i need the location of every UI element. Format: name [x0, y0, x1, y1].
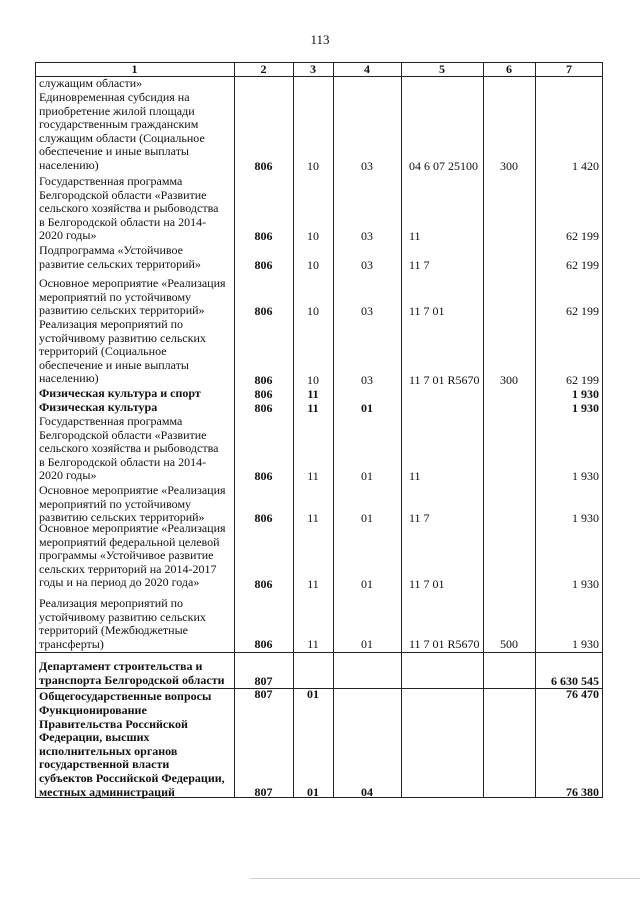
subsection-code: 03	[361, 258, 373, 272]
row-values	[35, 577, 603, 591]
amount: 62 199	[566, 229, 599, 243]
ministry-code: 806	[254, 469, 273, 483]
expense-type-code: 500	[500, 637, 518, 651]
subsection-code: 03	[361, 159, 373, 173]
description-line: Основное мероприятие «Реализация	[39, 484, 226, 497]
target-article-code: 11	[409, 469, 421, 483]
amount: 62 199	[566, 304, 599, 318]
target-article-code: 04 6 07 25100	[409, 159, 478, 173]
description-line: устойчивому развитию сельских	[39, 331, 206, 345]
section-code: 10	[307, 229, 319, 243]
subsection-code: 03	[361, 304, 373, 318]
subsection-code: 01	[361, 511, 373, 525]
row-values	[35, 674, 603, 688]
ministry-code: 806	[254, 258, 273, 272]
description-line: устойчивому развитию сельских	[39, 610, 206, 624]
description-line: Департамент строительства и	[39, 660, 203, 673]
description-line: годы и на период до 2020 года»	[39, 576, 200, 590]
description-line: Белгородской области «Развитие	[39, 428, 207, 442]
subsection-code: 04	[361, 785, 373, 799]
ministry-code: 806	[254, 511, 273, 525]
description-line: мероприятий по устойчивому	[39, 497, 192, 511]
description-line: населению)	[39, 158, 99, 172]
amount: 76 470	[566, 687, 599, 701]
description-line: 2020 годы»	[39, 229, 97, 243]
section-code: 11	[307, 469, 319, 483]
section-code: 10	[307, 258, 319, 272]
amount: 1 930	[572, 387, 599, 401]
section-code: 10	[307, 304, 319, 318]
description-line: Правительства Российской	[39, 717, 188, 731]
description-line: Физическая культура	[39, 401, 158, 414]
amount: 1 930	[572, 511, 599, 525]
description-line: Физическая культура и спорт	[39, 387, 201, 400]
column-header-5: 5	[439, 62, 445, 76]
row-values	[35, 258, 603, 272]
amount: 1 930	[572, 577, 599, 591]
description-line: субъектов Российской Федерации,	[39, 771, 225, 785]
section-code: 11	[307, 387, 319, 401]
ministry-code: 806	[254, 373, 273, 387]
amount: 1 930	[572, 469, 599, 483]
description-line: 2020 годы»	[39, 469, 97, 483]
section-code: 11	[307, 637, 319, 651]
description-line: сельских территорий на 2014-2017	[39, 562, 217, 576]
description-line: мероприятий по устойчивому	[39, 290, 192, 304]
description-line: Единовременная субсидия на	[39, 91, 190, 104]
subsection-code: 01	[361, 401, 373, 415]
description-line: сельского хозяйства и рыбоводства	[39, 202, 219, 216]
row-values	[35, 469, 603, 483]
description-line: в Белгородской области на 2014-	[39, 215, 207, 229]
ministry-code: 807	[254, 674, 273, 688]
description-line: Функционирование	[39, 704, 147, 717]
description-line: служащим области»	[39, 77, 143, 90]
bottom-rule	[250, 878, 640, 879]
ministry-code: 806	[254, 229, 273, 243]
description-line: территорий (Социальное	[39, 345, 167, 359]
description-line: Федерации, высших	[39, 731, 150, 745]
ministry-code: 806	[254, 577, 273, 591]
row-values	[35, 373, 603, 387]
ministry-code: 807	[254, 687, 273, 701]
subsection-code: 01	[361, 637, 373, 651]
row-values	[35, 159, 603, 173]
expense-type-code: 300	[500, 159, 518, 173]
description-line: местных администраций	[39, 785, 175, 799]
description-line: сельского хозяйства и рыбоводства	[39, 442, 219, 456]
description-line: Основное мероприятие «Реализация	[39, 522, 226, 535]
target-article-code: 11 7 01	[409, 304, 445, 318]
description-line: служащим области (Социальное	[39, 131, 205, 145]
section-code: 01	[307, 785, 319, 799]
section-code: 01	[307, 687, 319, 701]
description-line: Реализация мероприятий по	[39, 597, 184, 610]
description-line: государственным гражданским	[39, 118, 199, 132]
ministry-code: 806	[254, 304, 273, 318]
row-values	[35, 785, 603, 799]
page-number: 113	[310, 32, 330, 47]
column-header-6: 6	[506, 62, 512, 76]
section-code: 10	[307, 159, 319, 173]
subsection-code: 01	[361, 577, 373, 591]
target-article-code: 11 7 01 R5670	[409, 373, 480, 387]
amount: 1 930	[572, 637, 599, 651]
row-description	[39, 77, 227, 91]
column-header-3: 3	[310, 62, 316, 76]
target-article-code: 11 7	[409, 511, 430, 525]
section-divider	[35, 652, 603, 653]
description-line: Реализация мероприятий по	[39, 318, 184, 331]
column-header-7: 7	[566, 62, 572, 76]
amount: 62 199	[566, 373, 599, 387]
description-line: государственной власти	[39, 758, 170, 772]
ministry-code: 806	[254, 387, 273, 401]
description-line: обеспечение и иные выплаты	[39, 145, 189, 159]
description-line: развитию сельских территорий»	[39, 511, 205, 525]
amount: 1 930	[572, 401, 599, 415]
expense-type-code: 300	[500, 373, 518, 387]
description-line: Общегосударственные вопросы	[39, 690, 212, 703]
description-line: исполнительных органов	[39, 744, 178, 758]
row-values	[35, 304, 603, 318]
row-values	[35, 687, 603, 701]
column-header-1: 1	[131, 62, 138, 76]
description-line: Государственная программа	[39, 175, 183, 188]
section-code: 11	[307, 511, 319, 525]
amount: 1 420	[572, 159, 599, 173]
ministry-code: 806	[254, 159, 273, 173]
section-code: 11	[307, 401, 319, 415]
amount: 76 380	[566, 785, 599, 799]
section-code: 10	[307, 373, 319, 387]
description-line: населению)	[39, 372, 99, 386]
description-line: развитие сельских территорий»	[39, 257, 201, 271]
description-line: мероприятий федеральной целевой	[39, 535, 220, 549]
target-article-code: 11	[409, 229, 421, 243]
target-article-code: 11 7 01	[409, 577, 445, 591]
description-line: транспорта Белгородской области	[39, 673, 225, 687]
description-line: трансферты)	[39, 637, 104, 651]
ministry-code: 806	[254, 637, 273, 651]
row-values	[35, 387, 603, 401]
description-line: в Белгородской области на 2014-	[39, 455, 207, 469]
subsection-code: 01	[361, 469, 373, 483]
subsection-code: 03	[361, 373, 373, 387]
description-line: развитию сельских территорий»	[39, 304, 205, 318]
description-line: территорий (Межбюджетные	[39, 624, 188, 638]
target-article-code: 11 7	[409, 258, 430, 272]
ministry-code: 807	[254, 785, 273, 799]
amount: 62 199	[566, 258, 599, 272]
subsection-code: 03	[361, 229, 373, 243]
row-values	[35, 229, 603, 243]
description-line: программы «Устойчивое развитие	[39, 549, 214, 563]
column-header-4: 4	[364, 62, 370, 76]
description-line: Основное мероприятие «Реализация	[39, 277, 226, 290]
ministry-code: 806	[254, 401, 273, 415]
row-values	[35, 637, 603, 651]
description-line: Государственная программа	[39, 415, 183, 428]
description-line: Белгородской области «Развитие	[39, 188, 207, 202]
row-values	[35, 401, 603, 415]
amount: 6 630 545	[551, 674, 599, 688]
column-header-2: 2	[260, 62, 267, 76]
description-line: Подпрограмма «Устойчивое	[39, 244, 183, 257]
description-line: обеспечение и иные выплаты	[39, 358, 189, 372]
section-code: 11	[307, 577, 319, 591]
target-article-code: 11 7 01 R5670	[409, 637, 480, 651]
description-line: приобретение жилой площади	[39, 104, 195, 118]
